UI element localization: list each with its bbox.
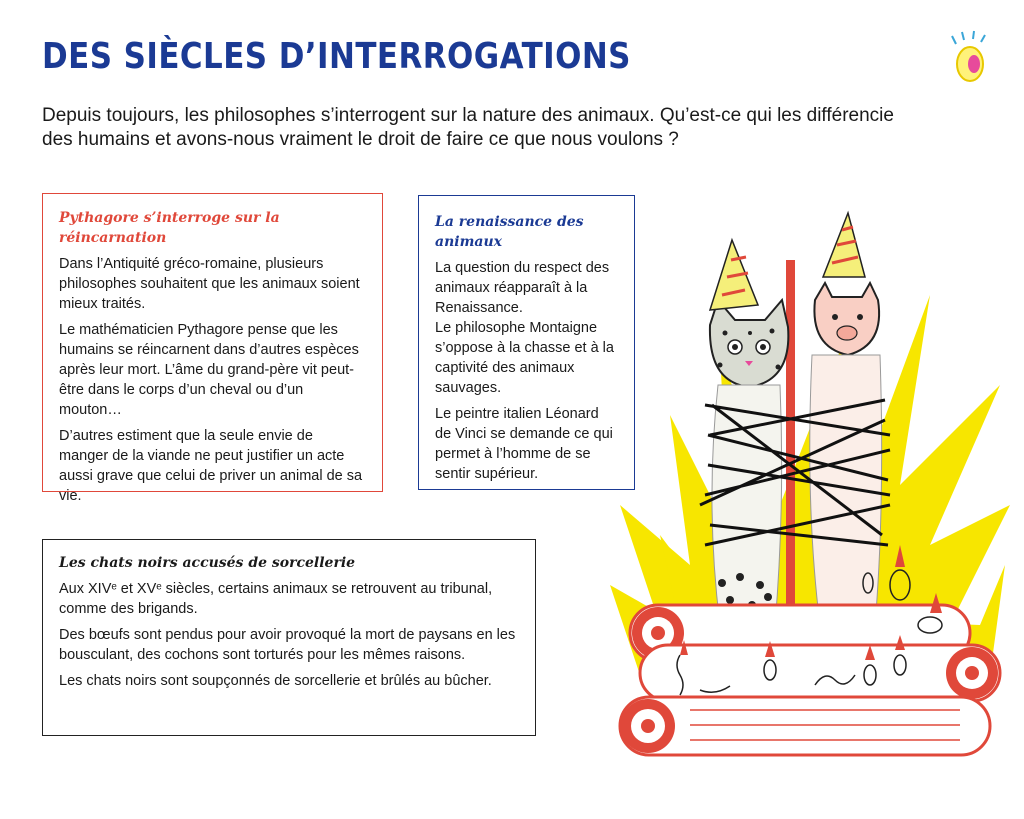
intro-text: Depuis toujours, les philosophes s’interrogent sur la nature des animaux. Qu’est-ce qui les différencie des humains et avons-nous vraiment le droit de faire ce que nous voulons ? bbox=[42, 105, 894, 150]
pythagore-box bbox=[42, 193, 383, 504]
chats-noirs-heading: Les chats noirs accusés de sorcellerie bbox=[59, 555, 356, 571]
pythagore-heading: Pythagore s’interroge sur la réincarnation bbox=[59, 210, 280, 246]
bonfire-illustration bbox=[600, 205, 1014, 765]
logs bbox=[620, 605, 1000, 755]
renaissance-heading: La renaissance des animaux bbox=[435, 214, 584, 250]
renaissance-paragraph: Le peintre italien Léonard de Vinci se demande ce qui permet à l’homme de se sentir supérieur. bbox=[435, 406, 613, 482]
cat-figure bbox=[710, 300, 788, 625]
renaissance-paragraph: La question du respect des animaux réapparaît à la Renaissance. bbox=[435, 260, 610, 316]
chats-noirs-box bbox=[42, 539, 536, 736]
eye-icon bbox=[946, 30, 994, 86]
renaissance-paragraph: Le philosophe Montaigne s’oppose à la chasse et à la captivité des animaux sauvages. bbox=[435, 320, 614, 396]
chats-noirs-paragraph: Des bœufs sont pendus pour avoir provoqué la mort de paysans en les bousculant, des cochons sont torturés pour les mêmes raisons. bbox=[59, 627, 516, 663]
chats-noirs-paragraph: Aux XIVᵉ et XVᵉ siècles, certains animaux se retrouvent au tribunal, comme des brigands. bbox=[59, 581, 493, 617]
pythagore-paragraph: Le mathématicien Pythagore pense que les humains se réincarnent dans d’autres espèces après leur mort. L’âme du grand-père vit peut-être dans le corps d’un cheval ou d’un mouton… bbox=[59, 322, 359, 418]
pythagore-paragraph: Dans l’Antiquité gréco-romaine, plusieurs philosophes souhaitent que les animaux soient mieux traités. bbox=[59, 256, 360, 312]
pythagore-paragraph: D’autres estiment que la seule envie de manger de la viande ne peut justifier un acte aussi grave que celui de priver un animal de sa vie. bbox=[59, 428, 363, 504]
page-title: DES SIÈCLES D’INTERROGATIONS bbox=[42, 36, 631, 77]
stake-pole bbox=[786, 260, 795, 640]
chats-noirs-paragraph: Les chats noirs sont soupçonnés de sorcellerie et brûlés au bûcher. bbox=[59, 673, 492, 689]
